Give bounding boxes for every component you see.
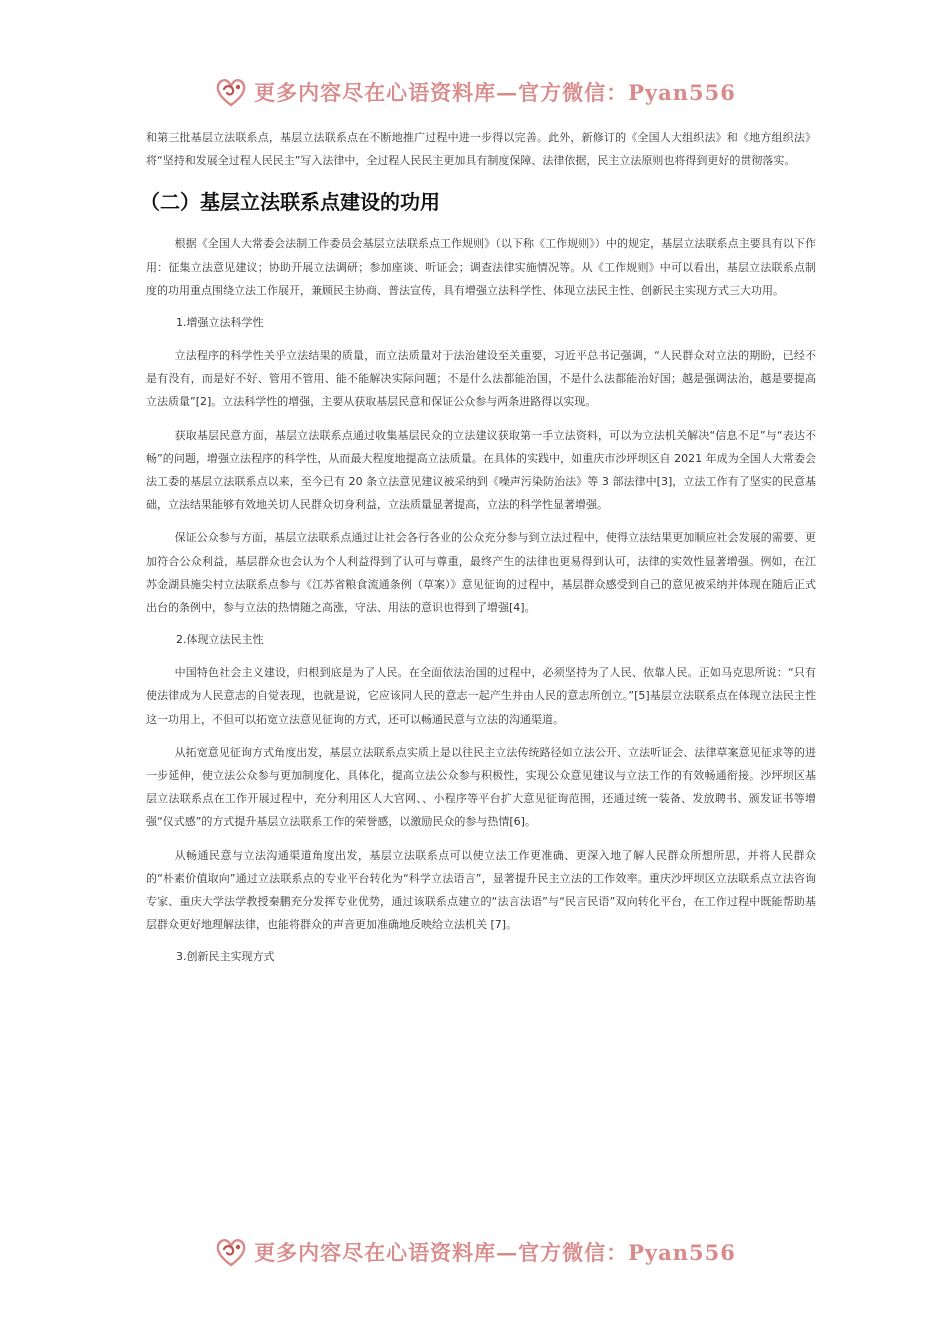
sub2-paragraph-1: 中国特色社会主义建设，归根到底是为了人民。在全面依法治国的过程中，必须坚持为了人民、依靠人民。正如马克思所说：“只有使法律成为人民意志的自觉表现，也就是说，它应该同人民的意志一起产生并由人民的意志所创立。”[5]基层立法联系点在体现立法民主性这一功用上，不但可以拓宽立法意见征询的方式，还可以畅通民意与立法的沟通渠道。	[146, 666, 816, 726]
subheading-1: 1.增强立法科学性	[176, 316, 264, 330]
document-body	[140, 126, 816, 978]
sub1-paragraph-1: 立法程序的科学性关乎立法结果的质量，而立法质量对于法治建设至关重要，习近平总书记强调，“人民群众对立法的期盼，已经不是有没有，而是好不好、管用不管用、能不能解决实际问题；不是什么法都能治国，不是什么法都能治好国；越是强调法治，越是要提高立法质量”[2]。立法科学性的增强，主要从获取基层民意和保证公众参与两条进路得以实现。	[146, 349, 816, 409]
heart-swirl-logo-icon	[214, 75, 248, 109]
sub2-paragraph-2: 从拓宽意见征询方式角度出发，基层立法联系点实质上是以往民主立法传统路径如立法公开、立法听证会、法律草案意见征求等的进一步延伸，使立法公众参与更加制度化、具体化，提高立法公众参与积极性，实现公众意见建议与立法工作的有效畅通衔接。沙坪坝区基层立法联系点在工作开展过程中，充分利用区人大官网、、小程序等平台扩大意见征询范围，还通过统一装备、发放聘书、颁发证书等增强“仪式感”的方式提升基层立法联系工作的荣誉感，以激励民众的参与热情[6]。	[146, 745, 816, 829]
banner-text: 更多内容尽在心语资料库—官方微信：Pyan556	[254, 1240, 736, 1265]
subheading-2: 2.体现立法民主性	[176, 633, 264, 647]
subheading-3: 3.创新民主实现方式	[176, 950, 275, 964]
section-title: （二）基层立法联系点建设的功用	[140, 190, 440, 215]
sub2-paragraph-3: 从畅通民意与立法沟通渠道角度出发，基层立法联系点可以使立法工作更准确、更深入地了解人民群众所想所思，并将人民群众的“朴素价值取向”通过立法联系点的专业平台转化为“科学立法语言”，显著提升民主立法的工作效率。重庆沙坪坝区立法联系点立法咨询专家、重庆大学法学教授秦鹏充分发挥专业优势，通过该联系点建立的“法言法语”与“民言民语”双向转化平台，在工作过程中既能帮助基层群众更好地理解法律，也能将群众的声音更加准确地反映给立法机关 [7]。	[146, 848, 816, 932]
footer-banner	[0, 1230, 950, 1274]
banner-text: 更多内容尽在心语资料库—官方微信：Pyan556	[254, 80, 736, 105]
heart-swirl-logo-icon	[214, 1235, 248, 1269]
sub1-paragraph-3: 保证公众参与方面，基层立法联系点通过让社会各行各业的公众充分参与到立法过程中，使得立法结果更加顺应社会发展的需要、更加符合公众利益，基层群众也会认为个人利益得到了认可与尊重，最终产生的法律也更易得到认可，法律的实效性显著增强。例如，在江苏金湖县施尖村立法联系点参与《江苏省粮食流通条例（草案）》意见征询的过程中，基层群众感受到自己的意见被采纳并体现在随后正式出台的条例中，参与立法的热情随之高涨，守法、用法的意识也得到了增强[4]。	[146, 531, 816, 615]
header-banner	[0, 70, 950, 114]
section-paragraph: 根据《全国人大常委会法制工作委员会基层立法联系点工作规则》（以下称《工作规则》）中的规定，基层立法联系点主要具有以下作用：征集立法意见建议；协助开展立法调研；参加座谈、听证会；调查法律实施情况等。从《工作规则》中可以看出，基层立法联系点制度的功用重点围绕立法工作展开，兼顾民主协商、普法宣传，具有增强立法科学性、体现立法民主性、创新民主实现方式三大功用。	[146, 237, 816, 297]
intro-paragraph: 和第三批基层立法联系点，基层立法联系点在不断地推广过程中进一步得以完善。此外，新修订的《全国人大组织法》和《地方组织法》将“坚持和发展全过程人民民主”写入法律中，全过程人民民主更加具有制度保障、法律依据，民主立法原则也将得到更好的贯彻落实。	[146, 131, 816, 168]
sub1-paragraph-2: 获取基层民意方面，基层立法联系点通过收集基层民众的立法建议获取第一手立法资料，可以为立法机关解决“信息不足”与“表达不畅”的问题，增强立法程序的科学性，从而最大程度地提高立法质量。在具体的实践中，如重庆市沙坪坝区自 2021 年成为全国人大常委会法工委的基层立法联系点以来，至今已有 20 条立法意见建议被采纳到《噪声污染防治法》等 3 部法律中[3]，立法工作有了坚实的民意基础，立法结果能够有效地关切人民群众切身利益，立法质量显著提高，立法的科学性显著增强。	[146, 428, 816, 512]
